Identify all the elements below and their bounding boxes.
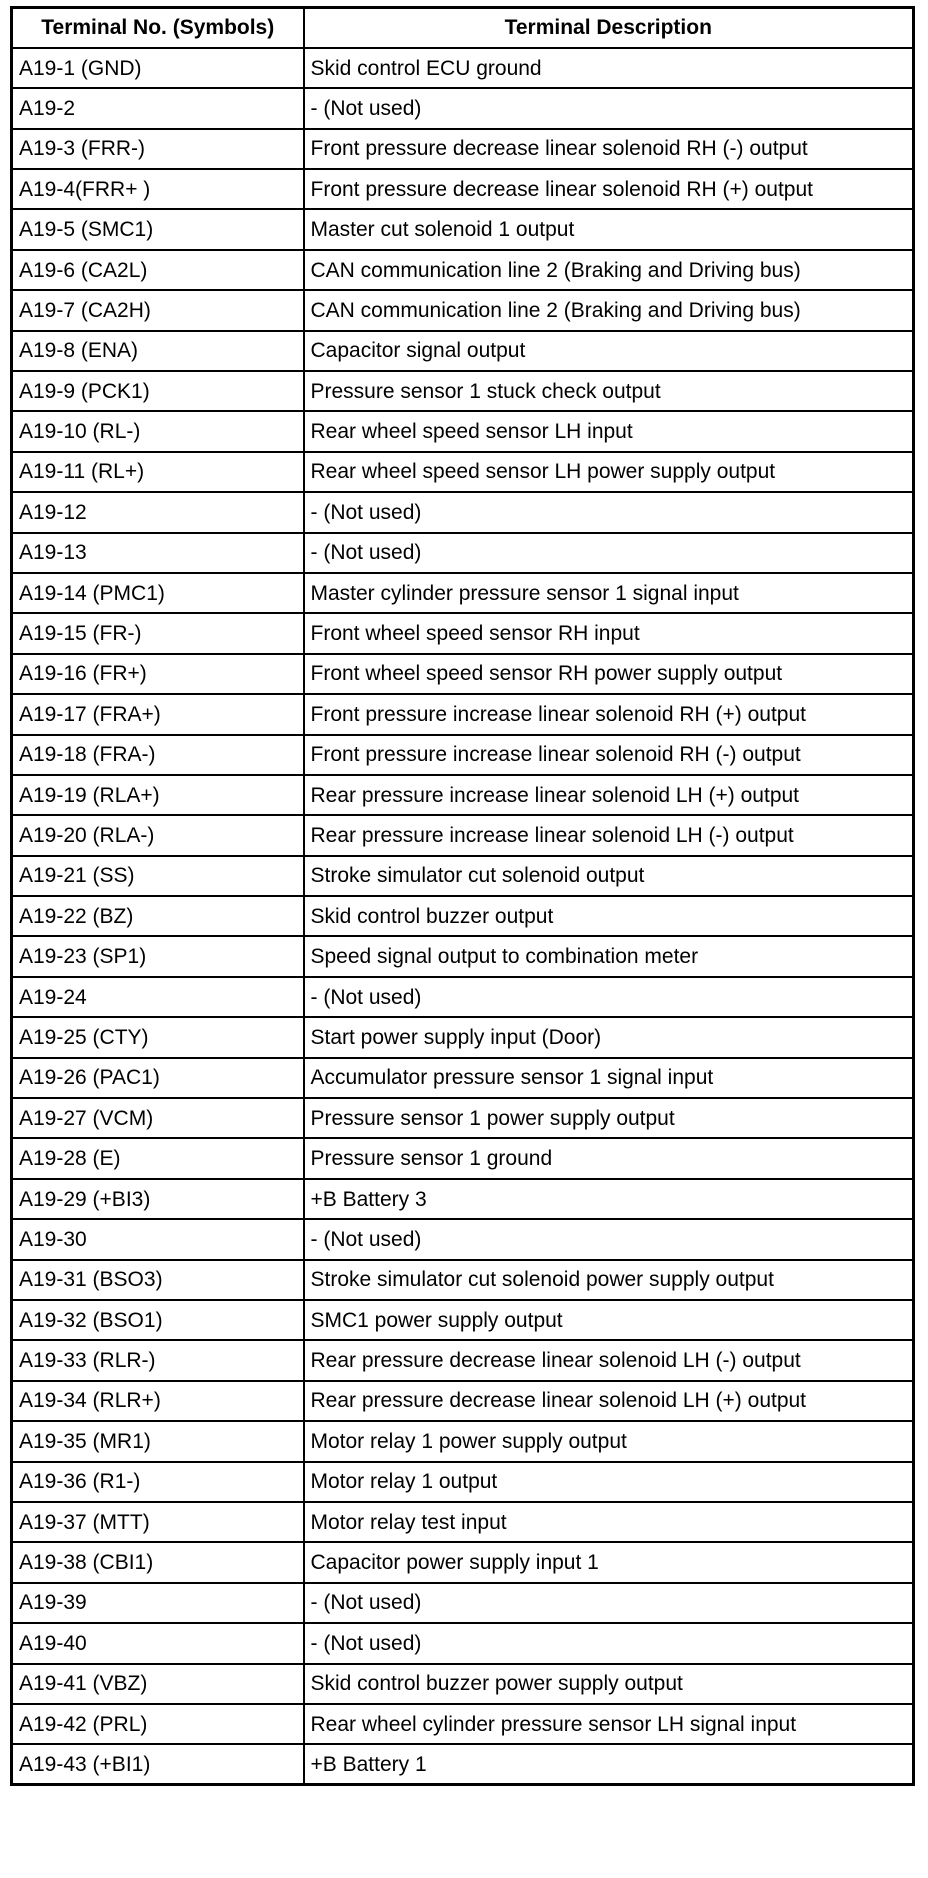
terminal-number-cell: A19-18 (FRA-)	[12, 735, 304, 775]
table-row	[12, 533, 914, 573]
terminal-description-cell: Front wheel speed sensor RH input	[304, 613, 914, 653]
terminal-number-cell: A19-26 (PAC1)	[12, 1058, 304, 1098]
terminal-description-cell: Capacitor power supply input 1	[304, 1542, 914, 1582]
table-row	[12, 613, 914, 653]
table-row	[12, 1462, 914, 1502]
terminal-description-cell: Speed signal output to combination meter	[304, 936, 914, 976]
terminal-description-cell: Rear pressure decrease linear solenoid LH (+) output	[304, 1381, 914, 1421]
terminal-number-cell: A19-14 (PMC1)	[12, 573, 304, 613]
table-row	[12, 492, 914, 532]
terminal-description-cell: Front wheel speed sensor RH power supply output	[304, 654, 914, 694]
table-row	[12, 209, 914, 249]
table-row	[12, 1300, 914, 1340]
table-row	[12, 775, 914, 815]
terminal-description-cell: Stroke simulator cut solenoid power supply output	[304, 1260, 914, 1300]
table-row	[12, 1017, 914, 1057]
terminal-description-cell: Front pressure decrease linear solenoid RH (-) output	[304, 129, 914, 169]
terminal-description-cell: CAN communication line 2 (Braking and Driving bus)	[304, 290, 914, 330]
terminal-number-cell: A19-34 (RLR+)	[12, 1381, 304, 1421]
terminal-description-cell: Front pressure decrease linear solenoid RH (+) output	[304, 169, 914, 209]
terminal-number-cell: A19-24	[12, 977, 304, 1017]
terminal-number-cell: A19-4(FRR+ )	[12, 169, 304, 209]
table-row	[12, 1583, 914, 1623]
terminal-description-cell: Rear wheel cylinder pressure sensor LH signal input	[304, 1704, 914, 1744]
terminal-number-cell: A19-9 (PCK1)	[12, 371, 304, 411]
terminal-number-cell: A19-23 (SP1)	[12, 936, 304, 976]
table-row	[12, 1421, 914, 1461]
terminal-number-cell: A19-20 (RLA-)	[12, 815, 304, 855]
terminal-number-cell: A19-38 (CBI1)	[12, 1542, 304, 1582]
table-header-row	[12, 8, 914, 48]
terminal-description-cell: - (Not used)	[304, 977, 914, 1017]
terminal-number-cell: A19-3 (FRR-)	[12, 129, 304, 169]
table-row	[12, 331, 914, 371]
terminal-description-cell: - (Not used)	[304, 492, 914, 532]
terminal-number-cell: A19-33 (RLR-)	[12, 1340, 304, 1380]
terminal-description-cell: Accumulator pressure sensor 1 signal input	[304, 1058, 914, 1098]
terminal-number-cell: A19-35 (MR1)	[12, 1421, 304, 1461]
table-row	[12, 250, 914, 290]
terminal-number-cell: A19-19 (RLA+)	[12, 775, 304, 815]
terminal-number-cell: A19-32 (BSO1)	[12, 1300, 304, 1340]
terminal-number-cell: A19-11 (RL+)	[12, 452, 304, 492]
terminal-number-cell: A19-41 (VBZ)	[12, 1664, 304, 1704]
terminal-description-cell: - (Not used)	[304, 1623, 914, 1663]
terminal-number-cell: A19-25 (CTY)	[12, 1017, 304, 1057]
table-row	[12, 1542, 914, 1582]
terminal-description-cell: Front pressure increase linear solenoid RH (+) output	[304, 694, 914, 734]
terminal-number-cell: A19-6 (CA2L)	[12, 250, 304, 290]
terminal-description-cell: Skid control buzzer power supply output	[304, 1664, 914, 1704]
table-row	[12, 1138, 914, 1178]
terminal-description-cell: Rear wheel speed sensor LH input	[304, 411, 914, 451]
table-row	[12, 1179, 914, 1219]
table-row	[12, 856, 914, 896]
terminal-number-cell: A19-16 (FR+)	[12, 654, 304, 694]
table-row	[12, 1219, 914, 1259]
terminal-description-cell: Front pressure increase linear solenoid RH (-) output	[304, 735, 914, 775]
terminal-description-cell: Master cut solenoid 1 output	[304, 209, 914, 249]
table-row	[12, 452, 914, 492]
terminal-number-cell: A19-31 (BSO3)	[12, 1260, 304, 1300]
table-row	[12, 694, 914, 734]
terminal-number-cell: A19-5 (SMC1)	[12, 209, 304, 249]
terminal-description-cell: Capacitor signal output	[304, 331, 914, 371]
table-row	[12, 977, 914, 1017]
terminal-description-cell: +B Battery 3	[304, 1179, 914, 1219]
terminal-number-cell: A19-2	[12, 88, 304, 128]
terminal-number-cell: A19-27 (VCM)	[12, 1098, 304, 1138]
table-row	[12, 654, 914, 694]
terminal-number-cell: A19-7 (CA2H)	[12, 290, 304, 330]
table-row	[12, 573, 914, 613]
terminal-description-cell: - (Not used)	[304, 533, 914, 573]
table-row	[12, 411, 914, 451]
terminal-number-cell: A19-12	[12, 492, 304, 532]
table-row	[12, 371, 914, 411]
terminal-number-cell: A19-36 (R1-)	[12, 1462, 304, 1502]
terminal-description-cell: +B Battery 1	[304, 1744, 914, 1784]
table-row	[12, 735, 914, 775]
terminal-number-cell: A19-39	[12, 1583, 304, 1623]
terminal-description-cell: Skid control ECU ground	[304, 48, 914, 88]
terminal-description-cell: Rear pressure decrease linear solenoid LH (-) output	[304, 1340, 914, 1380]
terminal-description-cell: - (Not used)	[304, 1219, 914, 1259]
table-row	[12, 1502, 914, 1542]
terminal-description-cell: Pressure sensor 1 stuck check output	[304, 371, 914, 411]
terminal-number-cell: A19-37 (MTT)	[12, 1502, 304, 1542]
terminal-number-cell: A19-15 (FR-)	[12, 613, 304, 653]
terminal-description-cell: Skid control buzzer output	[304, 896, 914, 936]
terminal-description-cell: Motor relay test input	[304, 1502, 914, 1542]
terminal-description-cell: Start power supply input (Door)	[304, 1017, 914, 1057]
terminal-number-cell: A19-42 (PRL)	[12, 1704, 304, 1744]
table-row	[12, 936, 914, 976]
table-row	[12, 1340, 914, 1380]
terminal-number-cell: A19-1 (GND)	[12, 48, 304, 88]
terminal-description-cell: - (Not used)	[304, 1583, 914, 1623]
terminal-number-cell: A19-21 (SS)	[12, 856, 304, 896]
table-row	[12, 815, 914, 855]
table-body	[12, 48, 914, 1785]
terminal-description-cell: Rear wheel speed sensor LH power supply output	[304, 452, 914, 492]
table-row	[12, 896, 914, 936]
terminal-description-cell: Motor relay 1 power supply output	[304, 1421, 914, 1461]
table-row	[12, 290, 914, 330]
table-row	[12, 1664, 914, 1704]
table-row	[12, 1381, 914, 1421]
terminal-description-cell: Rear pressure increase linear solenoid LH (+) output	[304, 775, 914, 815]
table-row	[12, 1623, 914, 1663]
terminal-number-cell: A19-43 (+BI1)	[12, 1744, 304, 1784]
terminal-number-cell: A19-22 (BZ)	[12, 896, 304, 936]
table-row	[12, 88, 914, 128]
terminal-description-cell: Pressure sensor 1 ground	[304, 1138, 914, 1178]
terminal-number-cell: A19-8 (ENA)	[12, 331, 304, 371]
terminal-number-cell: A19-13	[12, 533, 304, 573]
terminal-description-cell: Stroke simulator cut solenoid output	[304, 856, 914, 896]
table-row	[12, 1744, 914, 1784]
column-header-terminal: Terminal No. (Symbols)	[12, 8, 304, 48]
table-row	[12, 169, 914, 209]
terminal-description-cell: Master cylinder pressure sensor 1 signal input	[304, 573, 914, 613]
terminal-description-cell: SMC1 power supply output	[304, 1300, 914, 1340]
terminal-description-cell: CAN communication line 2 (Braking and Driving bus)	[304, 250, 914, 290]
table-row	[12, 1704, 914, 1744]
terminal-number-cell: A19-28 (E)	[12, 1138, 304, 1178]
table-row	[12, 48, 914, 88]
terminal-description-cell: - (Not used)	[304, 88, 914, 128]
table-row	[12, 129, 914, 169]
terminal-number-cell: A19-29 (+BI3)	[12, 1179, 304, 1219]
terminal-description-cell: Motor relay 1 output	[304, 1462, 914, 1502]
table-row	[12, 1058, 914, 1098]
table-row	[12, 1098, 914, 1138]
terminal-number-cell: A19-40	[12, 1623, 304, 1663]
terminal-number-cell: A19-17 (FRA+)	[12, 694, 304, 734]
terminal-description-cell: Pressure sensor 1 power supply output	[304, 1098, 914, 1138]
table-row	[12, 1260, 914, 1300]
column-header-description: Terminal Description	[304, 8, 914, 48]
terminal-description-cell: Rear pressure increase linear solenoid LH (-) output	[304, 815, 914, 855]
terminal-number-cell: A19-30	[12, 1219, 304, 1259]
terminal-table	[10, 6, 915, 1786]
terminal-number-cell: A19-10 (RL-)	[12, 411, 304, 451]
